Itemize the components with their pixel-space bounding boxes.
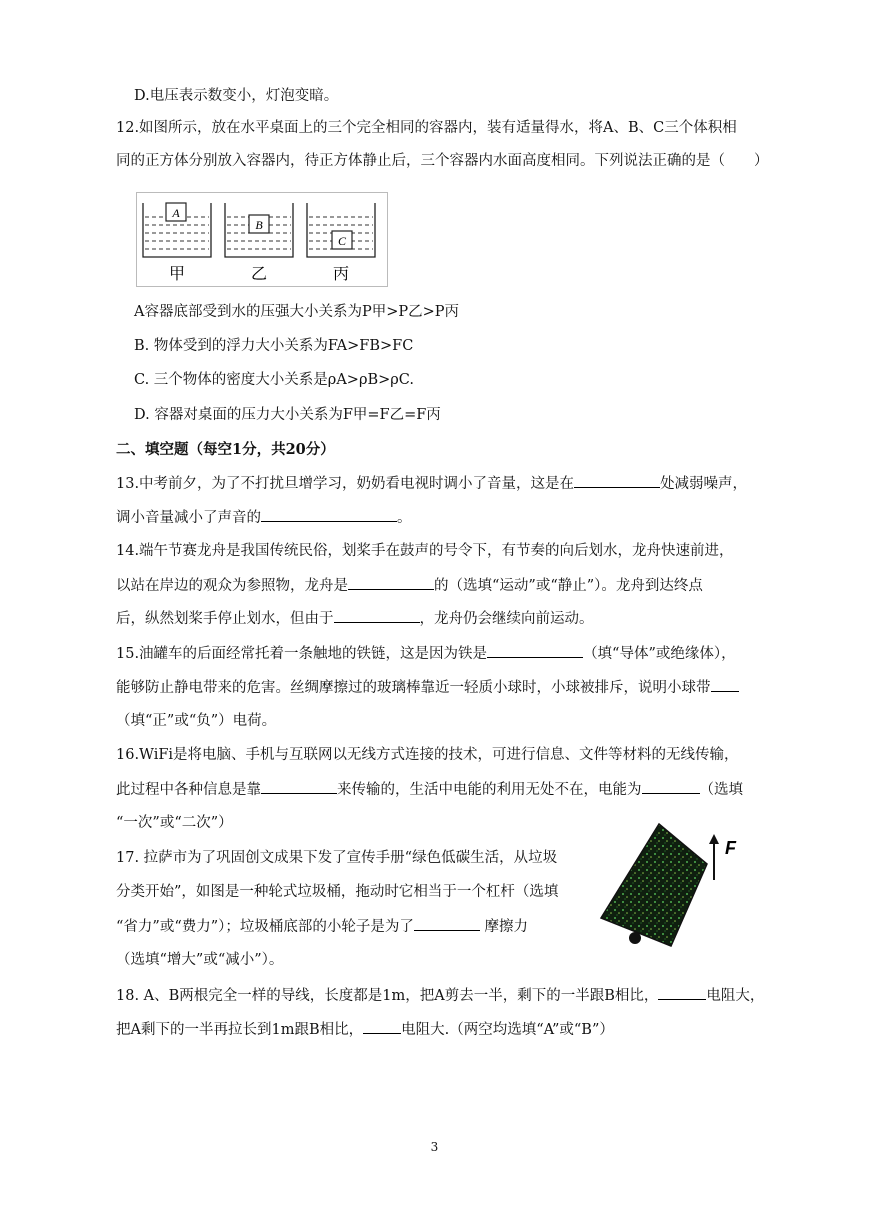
option-d: D. 容器对桌面的压力大小关系为F甲=F乙=F丙 xyxy=(134,407,441,423)
question-17-line2: 分类开始”，如图是一种轮式垃圾桶，拖动时它相当于一个杠杆（选填 xyxy=(116,884,559,900)
blank xyxy=(334,608,420,623)
question-16-line1: 16.WiFi是将电脑、手机与互联网以无线方式连接的技术，可进行信息、文件等材料的无线传输， xyxy=(116,747,739,763)
container-label-yi: 乙 xyxy=(250,264,268,283)
block-a-label: A xyxy=(172,206,180,220)
force-arrow-head xyxy=(709,834,719,844)
question-15-line1: 15.油罐车的后面经常托着一条触地的铁链，这是因为铁是 （填“导体”或绝缘体）， xyxy=(116,643,736,664)
question-18-line2: 把A剩下的一半再拉长到1m跟B相比， 电阻大.（两空均选填“A”或“B”） xyxy=(116,1019,614,1040)
blank xyxy=(261,507,397,522)
question-13-line1: 13.中考前夕，为了不打扰旦增学习，奶奶看电视时调小了音量，这是在 处减弱噪声， xyxy=(116,473,747,494)
question-16-line3: “一次”或“二次”） xyxy=(116,815,233,831)
question-15-line2: 能够防止静电带来的危害。丝绸摩擦过的玻璃棒靠近一轻质小球时，小球被排斥，说明小球带 xyxy=(116,677,739,698)
question-14-line3: 后，纵然划桨手停止划水，但由于 ，龙舟仍会继续向前运动。 xyxy=(116,608,594,629)
block-b-label: B xyxy=(255,218,263,232)
blank xyxy=(658,985,706,1000)
question-17-line3: “省力”或“费力”）；垃圾桶底部的小轮子是为了 摩擦力 xyxy=(116,916,528,937)
blank xyxy=(414,916,480,931)
option-d-prev: D.电压表示数变小，灯泡变暗。 xyxy=(134,88,339,104)
question-14-line1: 14.端午节赛龙舟是我国传统民俗，划桨手在鼓声的号令下，有节奏的向后划水，龙舟快速前进， xyxy=(116,543,734,559)
question-15-line3: （填“正”或“负”）电荷。 xyxy=(116,713,277,729)
option-c: C. 三个物体的密度大小关系是ρA>ρB>ρC. xyxy=(134,372,414,388)
question-12-line1: 12.如图所示，放在水平桌面上的三个完全相同的容器内，装有适量得水，将A、B、C三个体积相 xyxy=(116,120,737,136)
container-label-bing: 丙 xyxy=(332,264,350,283)
container-label-jia: 甲 xyxy=(168,264,186,283)
block-c-label: C xyxy=(337,234,347,248)
question-18-line1: 18. A、B两根完全一样的导线，长度都是1m，把A剪去一半，剩下的一半跟B相比， 电阻大， xyxy=(116,985,764,1006)
blank xyxy=(487,643,583,658)
blank xyxy=(261,779,337,794)
three-containers-figure xyxy=(136,192,388,287)
trash-bin-wheel xyxy=(629,932,641,944)
blank xyxy=(642,779,700,794)
question-16-line2: 此过程中各种信息是靠 来传输的，生活中电能的利用无处不在，电能为 （选填 xyxy=(116,779,743,800)
blank xyxy=(574,473,660,488)
wheeled-trash-bin-figure xyxy=(597,820,742,963)
section-heading: 二、填空题（每空1分，共20分） xyxy=(116,441,335,458)
option-b: B. 物体受到的浮力大小关系为FA>FB>FC xyxy=(134,338,414,354)
question-17-line4: （选填“增大”或“减小”）。 xyxy=(116,952,284,968)
question-17-line1: 17. 拉萨市为了巩固创文成果下发了宣传手册“绿色低碳生活，从垃圾 xyxy=(116,850,558,866)
question-12-line2: 同的正方体分别放入容器内，待正方体静止后，三个容器内水面高度相同。下列说法正确的是（ ） xyxy=(116,153,769,169)
force-label: F xyxy=(725,838,736,858)
question-14-line2: 以站在岸边的观众为参照物，龙舟是 的（选填“运动”或“静止”）。龙舟到达终点 xyxy=(116,575,703,596)
blank xyxy=(348,575,434,590)
question-13-line2: 调小音量减小了声音的 。 xyxy=(116,507,412,528)
page-number: 3 xyxy=(430,1140,439,1154)
blank xyxy=(363,1019,401,1034)
blank xyxy=(711,677,739,692)
trash-bin-body xyxy=(601,824,707,946)
option-a: A容器底部受到水的压强大小关系为P甲>P乙>P丙 xyxy=(134,304,460,320)
